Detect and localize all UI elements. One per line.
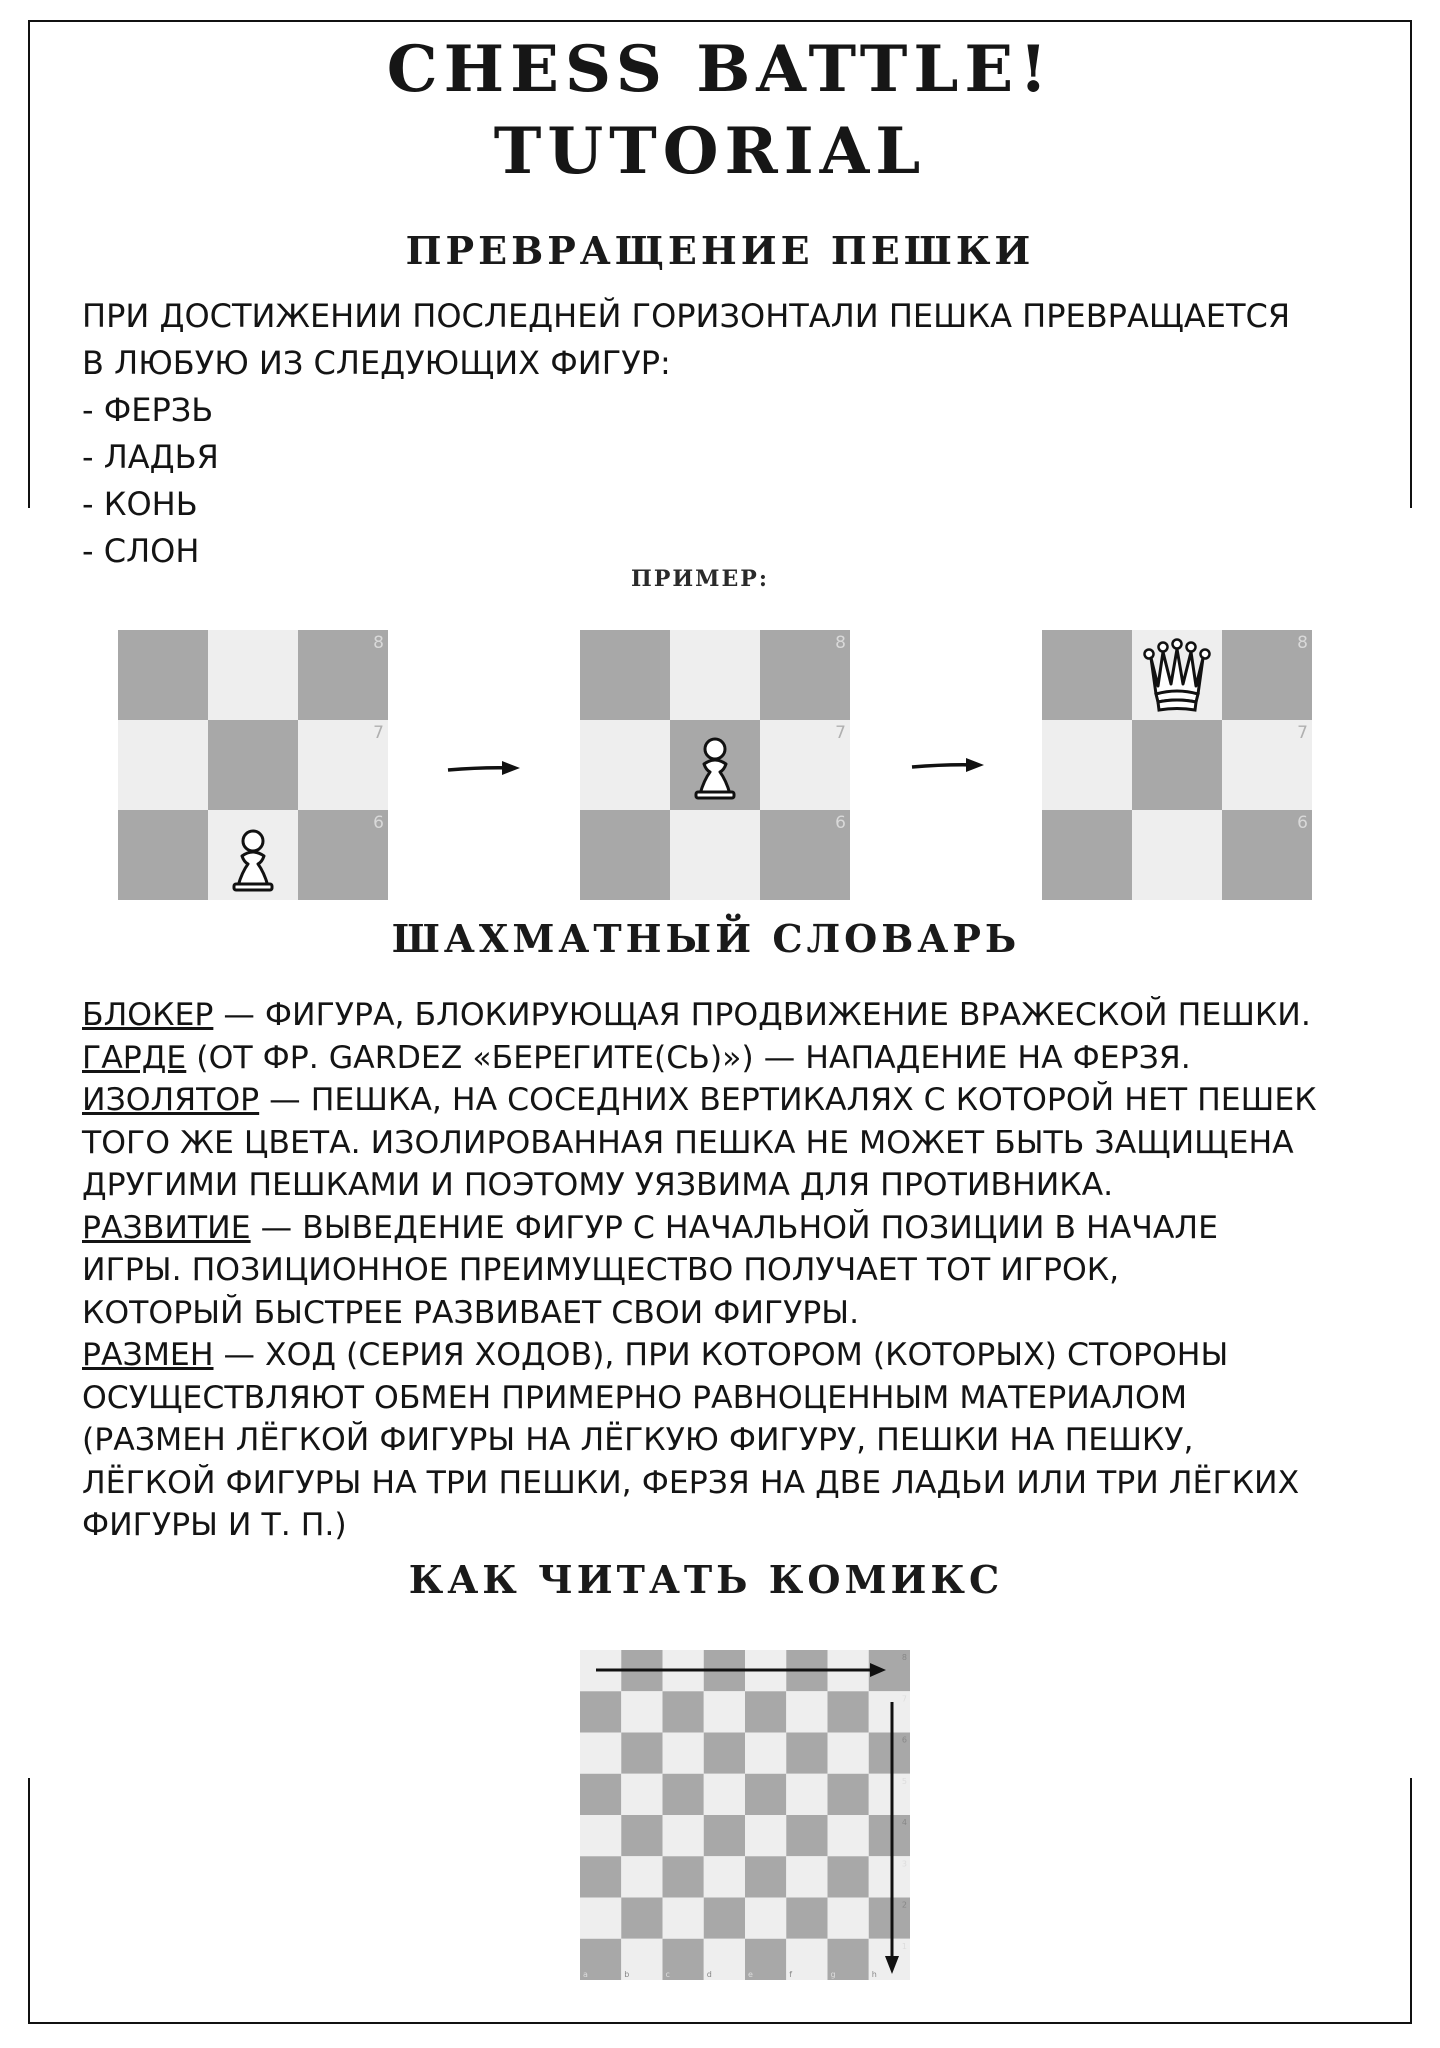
board-square (663, 1815, 704, 1856)
board-square (580, 1774, 621, 1815)
file-label: a (583, 1970, 588, 1979)
frame-top-border (28, 20, 1412, 22)
board-square (621, 1815, 662, 1856)
board-square (828, 1898, 869, 1939)
promotion-line: ПРИ ДОСТИЖЕНИИ ПОСЛЕДНЕЙ ГОРИЗОНТАЛИ ПЕШКА ПРЕВРАЩАЕТСЯ (82, 297, 1291, 335)
board-square (670, 630, 760, 720)
board-square (580, 1815, 621, 1856)
promotion-option-queen: - ФЕРЗЬ (82, 391, 214, 429)
board-square (621, 1774, 662, 1815)
file-label: c (665, 1970, 670, 1979)
board-square (786, 1691, 827, 1732)
rank-label: 1 (901, 1941, 907, 1951)
board-square (663, 1733, 704, 1774)
board-square (580, 1898, 621, 1939)
file-label: f (789, 1970, 793, 1979)
frame-right-lower (1410, 1778, 1412, 2024)
glossary-text (82, 994, 1382, 1547)
board-square (828, 1691, 869, 1732)
board-square (621, 1898, 662, 1939)
board-square (760, 810, 850, 900)
board-square (1222, 720, 1312, 810)
board-square (118, 720, 208, 810)
board-square (745, 1691, 786, 1732)
rank-label: 6 (901, 1735, 907, 1745)
file-label: g (830, 1970, 836, 1979)
promotion-option-bishop: - СЛОН (82, 532, 200, 570)
board-square (745, 1898, 786, 1939)
glossary-definition-line: ЛЁГКОЙ ФИГУРЫ НА ТРИ ПЕШКИ, ФЕРЗЯ НА ДВЕ ЛАДЬИ ИЛИ ТРИ ЛЁГКИХ (82, 1464, 1300, 1501)
glossary-definition-line: ДРУГИМИ ПЕШКАМИ И ПОЭТОМУ УЯЗВИМА ДЛЯ ПРОТИВНИКА. (82, 1167, 1114, 1203)
glossary-term: РАЗВИТИЕ (82, 1209, 251, 1246)
glossary-entry-blocker (82, 994, 1382, 1037)
glossary-definition-line: ИГРЫ. ПОЗИЦИОННОЕ ПРЕИМУЩЕСТВО ПОЛУЧАЕТ ТОТ ИГРОК, (82, 1252, 1120, 1288)
glossary-heading: ШАХМАТНЫЙ СЛОВАРЬ (391, 916, 1021, 961)
glossary-definition-line: (РАЗМЕН ЛЁГКОЙ ФИГУРЫ НА ЛЁГКУЮ ФИГУРУ, ПЕШКИ НА ПЕШКУ, (82, 1422, 1194, 1458)
board-square (786, 1774, 827, 1815)
promotion-text (82, 293, 1382, 575)
glossary-entry-development (82, 1207, 1382, 1250)
glossary-definition: — ВЫВЕДЕНИЕ ФИГУР С НАЧАЛЬНОЙ ПОЗИЦИИ В НАЧАЛЕ (250, 1209, 1219, 1246)
board-square (663, 1856, 704, 1897)
glossary-entry-isolator (82, 1079, 1382, 1122)
board-square (663, 1774, 704, 1815)
file-label: h (871, 1970, 877, 1979)
glossary-definition: — ПЕШКА, НА СОСЕДНИХ ВЕРТИКАЛЯХ С КОТОРОЙ НЕТ ПЕШЕК (259, 1082, 1317, 1118)
white-pawn-icon (208, 810, 298, 900)
board-square (704, 1856, 745, 1897)
rank-label: 7 (835, 723, 846, 743)
rank-label: 8 (373, 633, 384, 653)
rank-label: 2 (901, 1900, 907, 1910)
rank-label: 6 (373, 813, 384, 833)
glossary-term: ИЗОЛЯТОР (82, 1082, 260, 1118)
board-square (704, 1815, 745, 1856)
board-square (786, 1939, 827, 1980)
board-square (663, 1691, 704, 1732)
rank-label: 7 (373, 723, 384, 743)
board-square (580, 720, 670, 810)
board-square (621, 1733, 662, 1774)
board-square (828, 1856, 869, 1897)
board-square (298, 810, 388, 900)
board-square (745, 1815, 786, 1856)
board-square (704, 1898, 745, 1939)
rank-label: 3 (901, 1859, 907, 1869)
board-square (704, 1774, 745, 1815)
white-pawn-icon (670, 720, 760, 810)
rank-label: 6 (835, 813, 846, 833)
board-square (1132, 720, 1222, 810)
board-square (704, 1733, 745, 1774)
board-square (704, 1691, 745, 1732)
board-square (745, 1733, 786, 1774)
chessboard-diagram (580, 1650, 910, 1980)
board-square (580, 630, 670, 720)
board-square (1042, 630, 1132, 720)
board-square (298, 720, 388, 810)
board-square (663, 1898, 704, 1939)
board-square (298, 630, 388, 720)
glossary-definition: (ОТ ФР. GARDEZ «БЕРЕГИТЕ(СЬ)») — НАПАДЕНИЕ НА ФЕРЗЯ. (186, 1039, 1191, 1076)
board-square (760, 630, 850, 720)
glossary-definition: — ФИГУРА, БЛОКИРУЮЩАЯ ПРОДВИЖЕНИЕ ВРАЖЕСКОЙ ПЕШКИ. (213, 997, 1311, 1033)
promotion-option-rook: - ЛАДЬЯ (82, 438, 219, 476)
example-board-before (118, 630, 388, 900)
example-board-middle (580, 630, 850, 900)
board-square (828, 1733, 869, 1774)
board-square (670, 810, 760, 900)
glossary-definition-line: ОСУЩЕСТВЛЯЮТ ОБМЕН ПРИМЕРНО РАВНОЦЕННЫМ МАТЕРИАЛОМ (82, 1379, 1188, 1416)
board-square (745, 1856, 786, 1897)
rank-label: 8 (901, 1653, 907, 1662)
promotion-line: В ЛЮБУЮ ИЗ СЛЕДУЮЩИХ ФИГУР: (82, 344, 671, 382)
right-arrow-icon (444, 756, 524, 780)
comic-heading: КАК ЧИТАТЬ КОМИКС (408, 1557, 1004, 1602)
rank-label: 7 (1297, 723, 1308, 743)
rank-label: 7 (901, 1694, 907, 1704)
board-square (786, 1733, 827, 1774)
file-label: b (624, 1970, 630, 1979)
promotion-heading: ПРЕВРАЩЕНИЕ ПЕШКИ (405, 228, 1035, 273)
rank-label: 8 (835, 633, 846, 653)
board-square (828, 1815, 869, 1856)
rank-label: 8 (1297, 633, 1308, 653)
frame-left-lower (28, 1778, 30, 2024)
glossary-definition-line: ФИГУРЫ И Т. П.) (82, 1507, 347, 1543)
board-square (208, 720, 298, 810)
page-title-line-1: CHESS BATTLE! (386, 32, 1054, 107)
glossary-term: БЛОКЕР (82, 997, 214, 1033)
glossary-term: РАЗМЕН (82, 1337, 214, 1373)
glossary-definition: — ХОД (СЕРИЯ ХОДОВ), ПРИ КОТОРОМ (КОТОРЫХ) СТОРОНЫ (213, 1337, 1229, 1373)
rank-label: 6 (1297, 813, 1308, 833)
board-square (580, 810, 670, 900)
file-label: e (748, 1970, 753, 1979)
board-square (786, 1898, 827, 1939)
board-square (1042, 720, 1132, 810)
reading-order-board (580, 1650, 910, 1980)
board-square (786, 1815, 827, 1856)
board-square (580, 1733, 621, 1774)
board-square (208, 630, 298, 720)
board-square (208, 810, 298, 900)
glossary-definition-line: КОТОРЫЙ БЫСТРЕЕ РАЗВИВАЕТ СВОИ ФИГУРЫ. (82, 1294, 860, 1331)
board-square (118, 630, 208, 720)
promotion-option-knight: - КОНЬ (82, 485, 198, 523)
example-label: ПРИМЕР: (631, 566, 769, 592)
board-square (1132, 630, 1222, 720)
rank-label: 5 (901, 1776, 907, 1786)
white-queen-icon (1132, 630, 1222, 720)
board-square (1222, 630, 1312, 720)
board-square (760, 720, 850, 810)
right-arrow-icon (908, 753, 988, 777)
glossary-entry-garde (82, 1037, 1382, 1080)
board-square (621, 1691, 662, 1732)
rank-label: 4 (901, 1818, 907, 1827)
board-square (670, 720, 760, 810)
board-square (1132, 810, 1222, 900)
file-label: d (706, 1970, 712, 1979)
board-square (786, 1856, 827, 1897)
board-square (621, 1856, 662, 1897)
board-square (580, 1691, 621, 1732)
board-square (118, 810, 208, 900)
glossary-definition-line: ТОГО ЖЕ ЦВЕТА. ИЗОЛИРОВАННАЯ ПЕШКА НЕ МОЖЕТ БЫТЬ ЗАЩИЩЕНА (82, 1124, 1294, 1161)
board-square (1042, 810, 1132, 900)
board-square (745, 1774, 786, 1815)
board-square (1222, 810, 1312, 900)
board-square (828, 1774, 869, 1815)
frame-bottom-border (28, 2022, 1412, 2024)
glossary-entry-exchange (82, 1334, 1382, 1377)
board-square (580, 1856, 621, 1897)
glossary-term: ГАРДЕ (82, 1039, 187, 1076)
page-title-line-2: TUTORIAL (493, 114, 927, 189)
example-board-after (1042, 630, 1312, 900)
